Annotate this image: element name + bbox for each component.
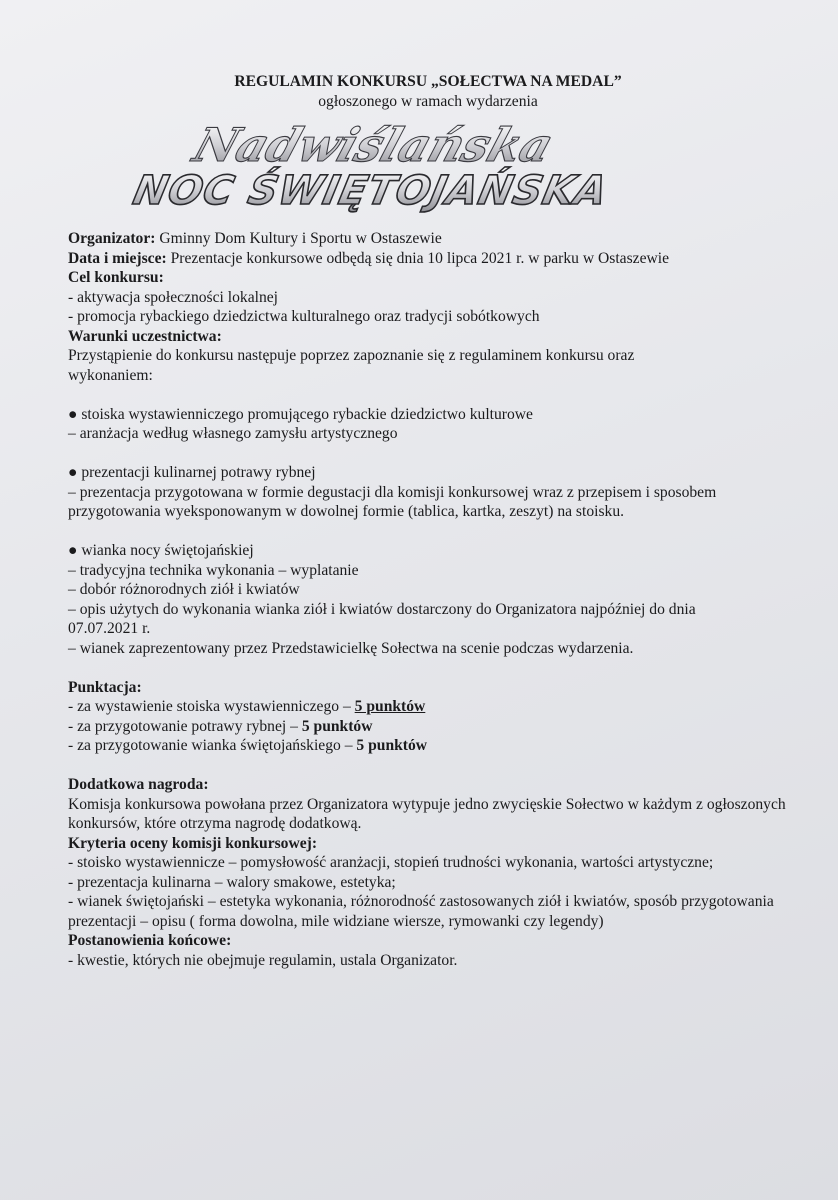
points-item <box>68 736 788 756</box>
points-item-score: 5 punktów <box>356 737 428 754</box>
points-item-text: - za wystawienie stoiska wystawienniczego – <box>68 698 355 715</box>
points-item <box>68 697 788 717</box>
dish-title: ● prezentacji kulinarnej potrawy rybnej <box>68 464 316 481</box>
event-logo-graphic <box>68 119 788 229</box>
event-logo-script: Nadwiślańska <box>186 119 560 173</box>
event-logo-title: NOC ŚWIĘTOJAŃSKA <box>129 166 613 214</box>
criteria-item: - prezentacja kulinarna – walory smakowe, estetyka; <box>68 873 396 891</box>
criteria-item: - stoisko wystawiennicze – pomysłowość aranżacji, stopień trudności wykonania, wartości artystyczne; <box>68 854 714 871</box>
date-place-value: Prezentacje konkursowe odbędą się dnia 10 lipca 2021 r. w parku w Ostaszewie <box>166 249 670 267</box>
points-item-score: 5 punktów <box>301 717 373 735</box>
criteria-item: - wianek świętojański – estetyka wykonania, różnorodność zastosowanych ziół i kwiatów, sposób przygotowania prezentacji – opisu ( forma dowolna, mile widziane wiersze, rymowanki czy legendy) <box>68 893 774 930</box>
wreath-line: – tradycyjna technika wykonania – wyplatanie <box>68 561 359 579</box>
date-place-line <box>68 249 788 269</box>
extra-prize-text: Komisja konkursowa powołana przez Organizatora wytypuje jedno zwycięskie Sołectwo w każdym z ogłoszonych konkursów, które otrzyma nagrodę dodatkową. <box>68 795 786 832</box>
conditions-intro: Przystąpienie do konkursu następuje poprzez zapoznanie się z regulaminem konkursu oraz wykonaniem: <box>68 347 635 384</box>
points-item <box>68 717 788 737</box>
points-item-text: - za przygotowanie wianka świętojańskiego – <box>68 737 357 754</box>
extra-prize-label: Dodatkowa nagroda: <box>68 776 209 793</box>
organizer-line <box>68 229 788 249</box>
document-subtitle: ogłoszonego w ramach wydarzenia <box>318 92 538 110</box>
stand-title: ● stoiska wystawienniczego promującego rybackie dziedzictwo kulturowe <box>68 405 533 423</box>
goal-item: - aktywacja społeczności lokalnej <box>68 288 278 306</box>
wreath-title: ● wianka nocy świętojańskiej <box>68 542 254 559</box>
organizer-value: Gminny Dom Kultury i Sportu w Ostaszewie <box>155 230 442 247</box>
points-item-score: 5 punktów <box>354 698 426 715</box>
wreath-line: – dobór różnorodnych ziół i kwiatów <box>68 581 300 598</box>
final-label: Postanowienia końcowe: <box>68 932 232 949</box>
points-item-text: - za przygotowanie potrawy rybnej – <box>68 717 302 735</box>
wreath-line: – opis użytych do wykonania wianka ziół i kwiatów dostarczony do Organizatora najpóźniej do dnia 07.07.2021 r. <box>68 600 696 637</box>
dish-line: – prezentacja przygotowana w formie degustacji dla komisji konkursowej wraz z przepisem i sposobem przygotowania wyeksponowanym w dowolnej formie (tablica, kartka, zeszyt) na stoisku. <box>68 483 717 520</box>
conditions-label: Warunki uczestnictwa: <box>68 327 222 345</box>
event-logo <box>68 119 788 229</box>
stand-line: – aranżacja według własnego zamysłu artystycznego <box>68 425 398 442</box>
final-text: - kwestie, których nie obejmuje regulamin, ustala Organizator. <box>68 951 458 969</box>
goal-item: - promocja rybackiego dziedzictwa kulturalnego oraz tradycji sobótkowych <box>68 308 540 325</box>
goal-label: Cel konkursu: <box>68 269 164 286</box>
points-label: Punktacja: <box>68 678 142 696</box>
criteria-label: Kryteria oceny komisji konkursowej: <box>68 834 318 852</box>
wreath-line: – wianek zaprezentowany przez Przedstawicielkę Sołectwa na scenie podczas wydarzenia. <box>68 639 634 657</box>
date-place-label: Data i miejsce: <box>68 249 167 267</box>
document-page <box>68 72 788 970</box>
document-title: REGULAMIN KONKURSU „SOŁECTWA NA MEDAL” <box>234 73 622 90</box>
organizer-label: Organizator: <box>68 230 156 247</box>
